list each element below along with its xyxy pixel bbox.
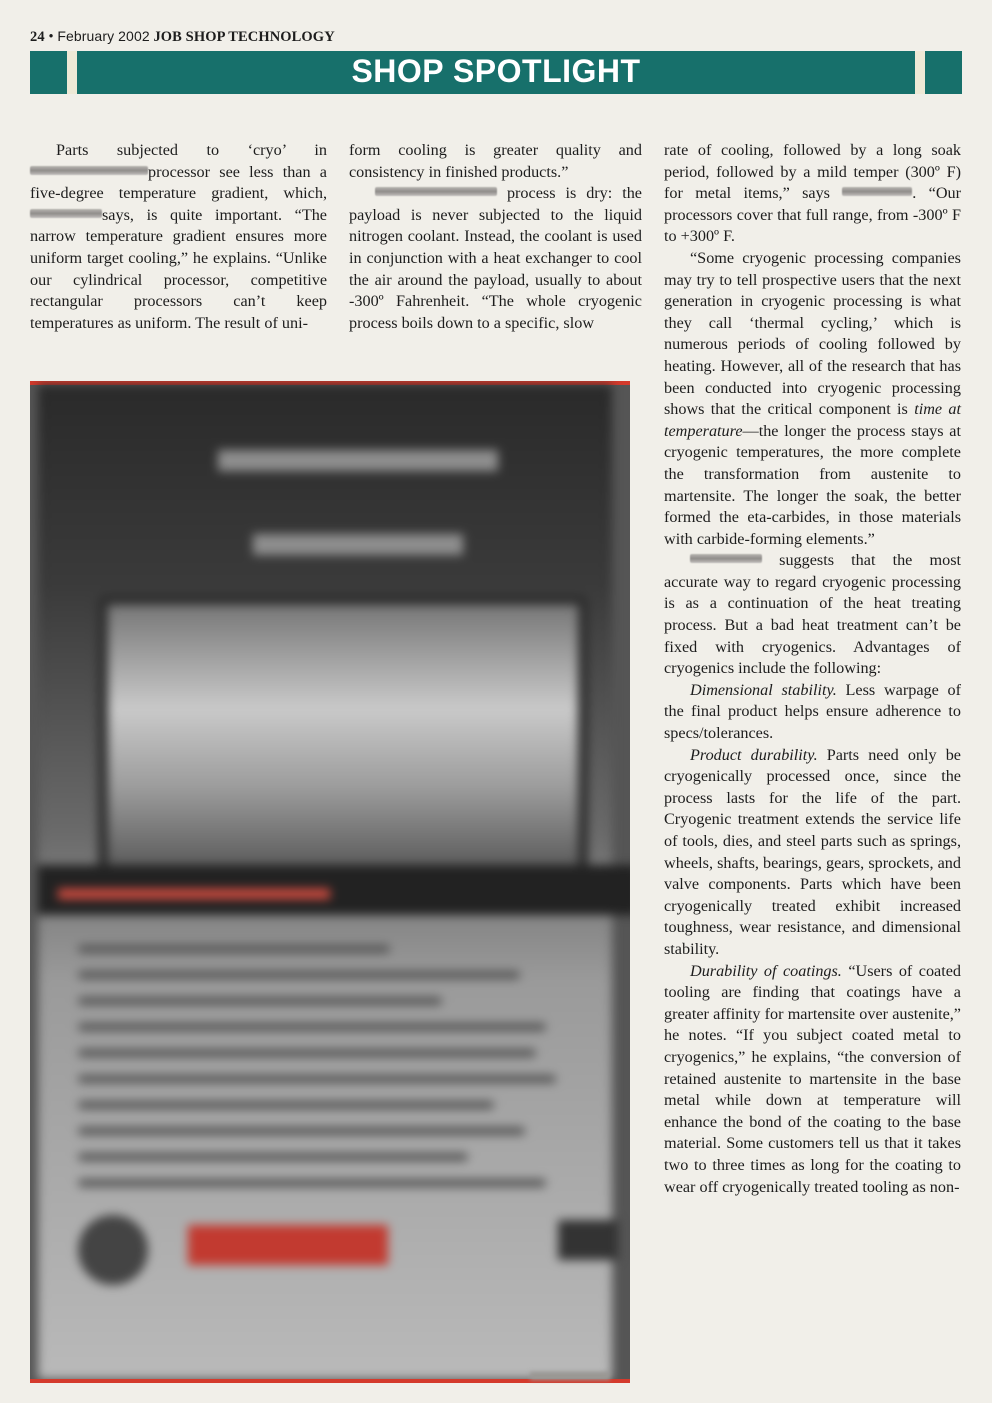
header-separator: • [48, 29, 54, 45]
text-run: —the longer the process stays at cryogenic temperatures, the more complete the transformation from austenite to martensite. The longer the soak, the better formed the eta-carbides, in those materials with carbide-forming elements.” [664, 421, 961, 548]
paragraph [664, 961, 961, 1199]
paragraph [349, 183, 642, 334]
text-run: suggests that the most accurate way to regard cryogenic processing is as a continuation of the heat treating process. But a bad heat treatment can’t be fixed with cryogenics. Advantages of cryogenics include the following: [664, 551, 961, 678]
redacted-name [842, 187, 912, 196]
text-run: Parts need only be cryogenically processed once, since the process lasts for the life of the part. Cryogenic treatment extends the service life of tools, dies, and steel parts such as springs, wheels, shafts, bearings, gears, sprockets, and valve components. Parts which have been cryogenically treated exhibit increased toughness, wear resistance, and dimensional stability. [664, 745, 961, 958]
subhead-product-durability: Product durability. [690, 745, 818, 764]
paragraph [664, 550, 961, 680]
paragraph [664, 680, 961, 745]
article-column-2 [349, 140, 642, 334]
text-run: Less warpage of the final product helps ensure adherence to specs/tolerances. [664, 680, 962, 743]
page-number: 24 [30, 29, 45, 45]
paragraph [30, 140, 327, 334]
text-run: process is dry: the payload is never subjected to the liquid nitrogen coolant. Instead, the coolant is used in conjunction with a heat exchanger to cool the air around the payload, usually to about -300º Fahrenheit. “The whole cryogenic process boils down to a specific, slow [349, 184, 642, 332]
text-run: “Users of coated tooling are finding that coatings have a greater affinity for martensite over austenite,” he notes. “If you subject coated metal to cryogenics,” he explains, “the conversion of retained austenite to martensite in the base metal while down at temperature will enhance the bond of the coating to the base material. Some customers tell us that it takes two to three times as long for the coating to wear off cryogenically treated tooling as non- [664, 961, 962, 1196]
text-run: processor see less than a five-degree temperature gradient, which, [30, 162, 327, 203]
section-banner [30, 51, 962, 94]
section-title: SHOP SPOTLIGHT [351, 53, 641, 89]
text-run: “Some cryogenic processing companies may try to tell prospective users that the next generation in cryogenic processing is what they call ‘thermal cycling,’ which is numerous periods of cooling followed by heating. However, all of the research that has been conducted into cryogenic processing shows that the critical component is [664, 248, 961, 419]
paragraph [664, 140, 961, 248]
subhead-durability-of-coatings: Durability of coatings. [690, 961, 842, 980]
text-run: says, is quite important. “The narrow temperature gradient ensures more uniform target cooling,” he explains. “Unlike our cylindrical processor, competitive rectangular processors can’t keep temperatures as uniform. The result of uni- [30, 205, 327, 332]
text-run: rate of cooling, followed by a long soak period, followed by a mild temper (300º F) for metal items,” says [664, 141, 961, 203]
redacted-name [30, 166, 148, 175]
text-run: . “Our processors cover that full range, from -300º F to +300º F. [664, 184, 962, 246]
redacted-name [30, 209, 102, 218]
paragraph: form cooling is greater quality and consistency in finished products.” [349, 141, 642, 181]
subhead-dimensional-stability: Dimensional stability. [690, 680, 837, 699]
ad-headline-blurred: ▬▬▬▬ ▬▬▬ [218, 408, 498, 570]
publication-name: JOB SHOP TECHNOLOGY [153, 29, 335, 45]
ad-badge-logo [558, 1220, 618, 1260]
text-run: Parts subjected to ‘cryo’ in [56, 141, 327, 159]
paragraph [664, 745, 961, 961]
advertisement-image [30, 381, 630, 1383]
ad-seal-logo [78, 1215, 148, 1285]
redacted-name [690, 554, 762, 563]
article-column-1 [30, 140, 327, 334]
ad-tagline-band: ▬▬▬▬▬▬▬▬ [38, 865, 630, 915]
paragraph [664, 248, 961, 550]
emphasis-text: time at temperature [664, 400, 961, 440]
ad-company-logo [188, 1225, 388, 1265]
page-header [30, 28, 335, 46]
article-column-3 [664, 140, 961, 1198]
blurred-mark [530, 1372, 610, 1380]
ad-body-text-blurred [78, 945, 598, 1205]
issue-date: February 2002 [57, 28, 150, 44]
ad-product-photo [98, 595, 588, 875]
redacted-name [375, 187, 497, 196]
ad-content-blurred [38, 385, 612, 1379]
